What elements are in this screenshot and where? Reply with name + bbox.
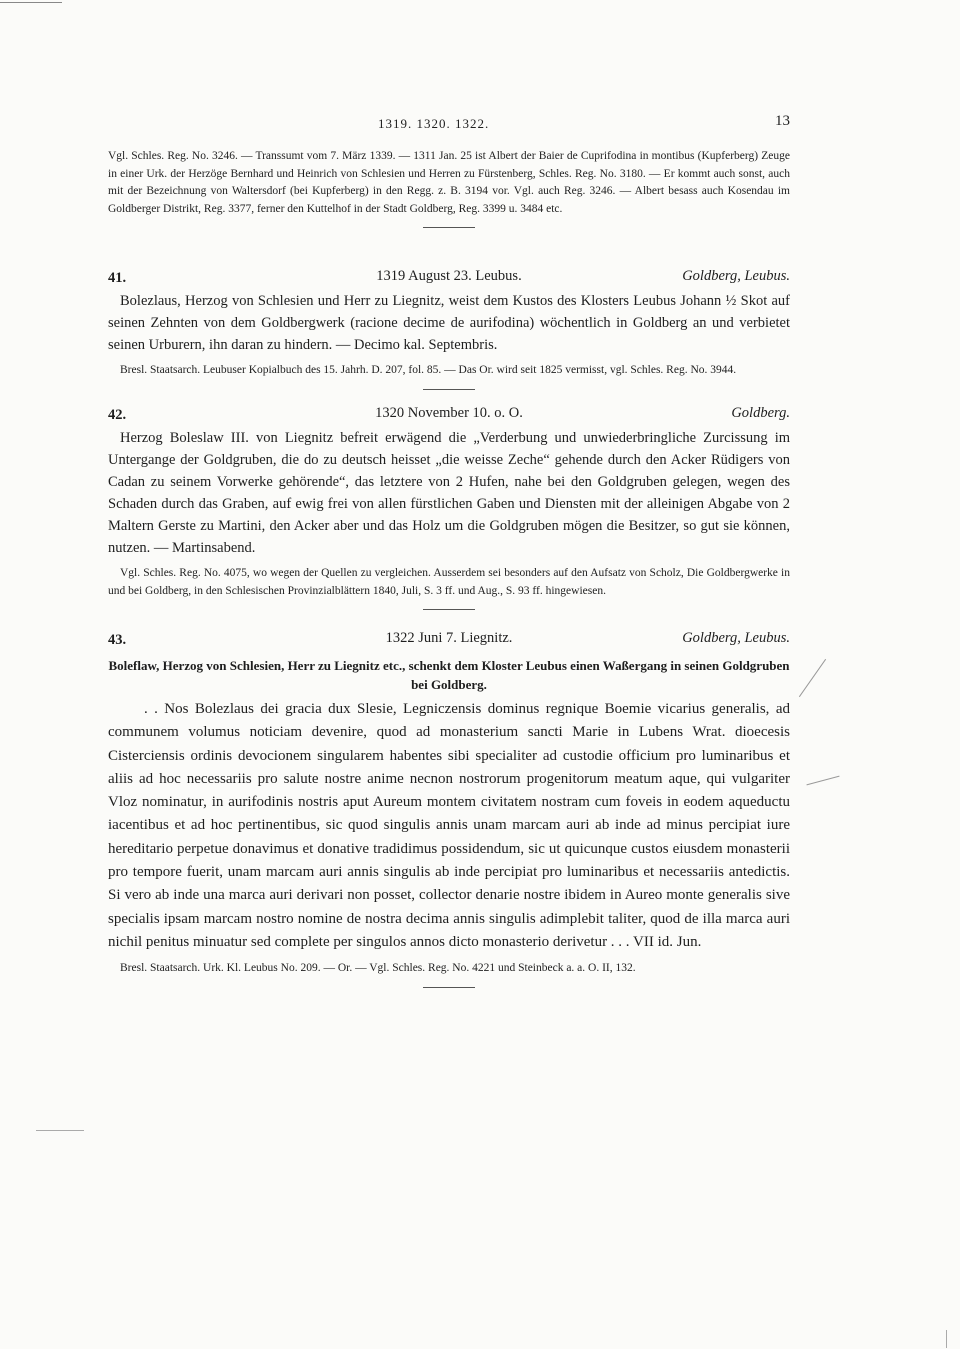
document-number: 43. [108,632,127,648]
document-date: 1320 November 10. o. O. [375,405,523,421]
scan-pencil-stroke [806,776,839,786]
document-summary: Bolezlaus, Herzog von Schlesien und Herr zu Liegnitz, weist dem Kustos des Klosters Leubus Johann ½ Skot auf seinen Zehnten von dem Goldbergwerk (racione decime de aurifodina) wöchentlich in Goldberg an und verbietet seinen Urburern, ihn daran zu hindern. — Decimo kal. Septembris. [108,293,790,353]
document-place: Goldberg. [731,405,790,421]
document-date: 1322 Juni 7. Liegnitz. [385,630,513,646]
document-heading [108,268,790,290]
scan-edge-mark [36,1130,84,1131]
running-head-years: 1319. 1320. 1322. [378,116,490,131]
section-divider [423,227,475,228]
top-footnote-block [108,148,790,228]
running-head [108,113,790,136]
section-divider [423,987,475,988]
section-divider [423,609,475,610]
scan-edge-mark [946,1330,947,1348]
document-regest: Boleflaw, Herzog von Schlesien, Herr zu Liegnitz etc., schenkt dem Kloster Leubus einen Waßergang in seinen Goldgruben bei Goldberg. [108,658,790,692]
section-divider [423,389,475,390]
document-latin-text: . . Nos Bolezlaus dei gracia dux Slesie, Legniczensis dominus regnique Boemie vicarius generalis, ad communem volumus noticiam devenire, quod ad monasterium sancti Marie in Lubens Wrat. dioecesis Cisterciensis ordinis devocionem singularem habentes sibi specialiter ad custodie officium pro luminaribus et aliis ad hoc necessariis pro salute nostre anime necnon nostrorum progenitorum meatum aque, qui vulgariter Vloz nominatur, in aurifodinis nostris aput Aureum montem civitatem nostram cum foveis in eodem aqueductu iacentibus et ad hoc pertinentibus, sic quod singulis annis unam marcam auri ab inde ad minus percipiat iure hereditario perpetue donavimus et donative tradidimus possidendum, sic ut quicunque custos eiusdem monasterii pro tempore fuerit, unam marcam auri annis singulis ab inde percipiat pro luminaribus et necessariis antedictis. Si vero ab inde una marca auri derivari non posset, collector denarie nostre ibidem in Aureo monte generalis sive specialis ipsam marcam nostro nomine de nostra decima annis singulis adimplebit taliter, quod de illa marca auri nichil penitus minuatur sed complete per singulos annos dicto monasterio derivetur . . . VII id. Jun. [108,701,790,950]
scan-pencil-stroke [799,659,826,697]
document-42 [108,405,790,610]
document-source-note: Bresl. Staatsarch. Urk. Kl. Leubus No. 209. — Or. — Vgl. Schles. Reg. No. 4221 und Steinbeck a. a. O. II, 132. [120,962,636,975]
page-number: 13 [775,113,790,129]
document-heading [108,405,790,427]
document-41 [108,268,790,390]
scan-edge-mark [0,2,62,3]
top-footnote: Vgl. Schles. Reg. No. 3246. — Transsumt vom 7. März 1339. — 1311 Jan. 25 ist Albert der Baier de Cuprifodina in montibus (Kupferberg) Zeuge in einer Urk. der Herzöge Bernhard und Heinrich von Schlesien und Herren zu Fürstenberg, Schles. Reg. No. 3180. — Er kommt auch sonst, auch mit der Bezeichnung von Waltersdorf (bei Kupferberg) in den Regg. z. B. 3194 vor. Vgl. auch Reg. 3246. — Albert besass auch Kosendau im Goldberger Distrikt, Reg. 3377, ferner den Kuttelhof in der Stadt Goldberg, Reg. 3399 u. 3484 etc. [108,150,790,215]
document-summary: Herzog Boleslaw III. von Liegnitz befreit erwägend die „Verderbung und unwiederbringliche Zurcissung im Untergange der Goldgruben, die do zu deutsch heisset „die weisse Zeche“ gehende durch den Acker Rüdigers von Cadan zu seinem Vorwerke gehörende“, das letztere von 2 Hufen, nahe bei den Goldgruben gelegen, wegen des Schaden durch das Graben, auf ewig frei von allen fürstlichen Gaben und Diensten mit der alleinigen Abgabe von 2 Maltern Gerste zu Martini, den Acker aber und das Holz um die Goldgruben mögen die Besitzer, so gut sie können, nutzen. — Martinsabend. [108,430,790,556]
document-source-note: Bresl. Staatsarch. Leubuser Kopialbuch des 15. Jahrh. D. 207, fol. 85. — Das Or. wird seit 1825 vermisst, vgl. Schles. Reg. No. 3944. [120,364,737,376]
document-43 [108,630,790,988]
document-source-note: Vgl. Schles. Reg. No. 4075, wo wegen der Quellen zu vergleichen. Ausserdem sei besonders auf den Aufsatz von Scholz, Die Goldbergwerke in und bei Goldberg, in den Schlesischen Provinzialblättern 1840, Juli, S. 3 ff. und Aug., S. 93 ff. hingewiesen. [108,567,790,597]
document-number: 42. [108,407,127,423]
document-place: Goldberg, Leubus. [682,630,790,646]
document-number: 41. [108,270,127,286]
document-date: 1319 August 23. Leubus. [376,268,522,284]
document-place: Goldberg, Leubus. [682,268,790,284]
document-heading [108,630,790,652]
